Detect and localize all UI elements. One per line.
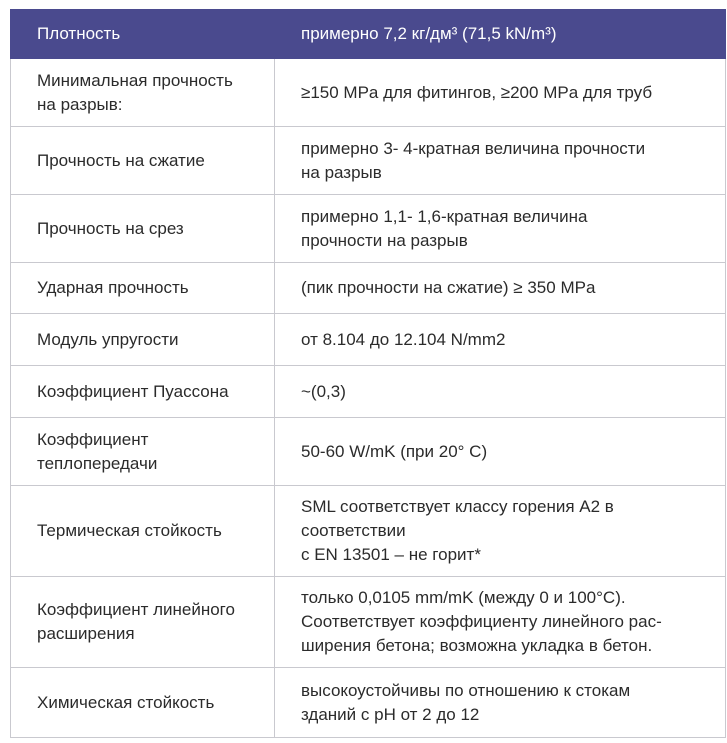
value-cell: высокоустойчивы по отношению к стокам зданий с pH от 2 до 12 (275, 668, 726, 738)
table-row (11, 59, 726, 127)
properties-table (10, 9, 726, 738)
value-cell: (пик прочности на сжатие) ≥ 350 MPa (275, 263, 726, 314)
table-row (11, 486, 726, 577)
table-row (11, 366, 726, 418)
property-cell: Прочность на срез (11, 195, 275, 263)
table-row (11, 127, 726, 195)
value-cell: 50-60 W/mK (при 20° C) (275, 418, 726, 486)
property-cell: Прочность на сжатие (11, 127, 275, 195)
value-cell: ≥150 MPa для фитингов, ≥200 MPa для труб (275, 59, 726, 127)
value-cell: от 8.104 до 12.104 N/mm2 (275, 314, 726, 366)
header-value-cell: примерно 7,2 кг/дм³ (71,5 kN/m³) (275, 10, 726, 59)
table-row (11, 577, 726, 668)
table-header-row (11, 10, 726, 59)
property-cell: Химическая стойкость (11, 668, 275, 738)
table-row (11, 314, 726, 366)
value-cell: примерно 1,1- 1,6-кратная величина прочности на разрыв (275, 195, 726, 263)
table-row (11, 418, 726, 486)
table-row (11, 263, 726, 314)
value-cell: только 0,0105 mm/mK (между 0 и 100°C). Соответствует коэффициенту линейного рас- ширения бетона; возможна укладка в бетон. (275, 577, 726, 668)
property-cell: Модуль упругости (11, 314, 275, 366)
property-cell: Ударная прочность (11, 263, 275, 314)
property-cell: Коэффициент Пуассона (11, 366, 275, 418)
property-cell: Коэффициент теплопередачи (11, 418, 275, 486)
table-row (11, 195, 726, 263)
table-row (11, 668, 726, 738)
property-cell: Минимальная прочность на разрыв: (11, 59, 275, 127)
header-property-cell: Плотность (11, 10, 275, 59)
property-cell: Термическая стойкость (11, 486, 275, 577)
property-cell: Коэффициент линейного расширения (11, 577, 275, 668)
value-cell: SML соответствует классу горения A2 в соответствии с EN 13501 – не горит* (275, 486, 726, 577)
value-cell: ~(0,3) (275, 366, 726, 418)
value-cell: примерно 3- 4-кратная величина прочности на разрыв (275, 127, 726, 195)
